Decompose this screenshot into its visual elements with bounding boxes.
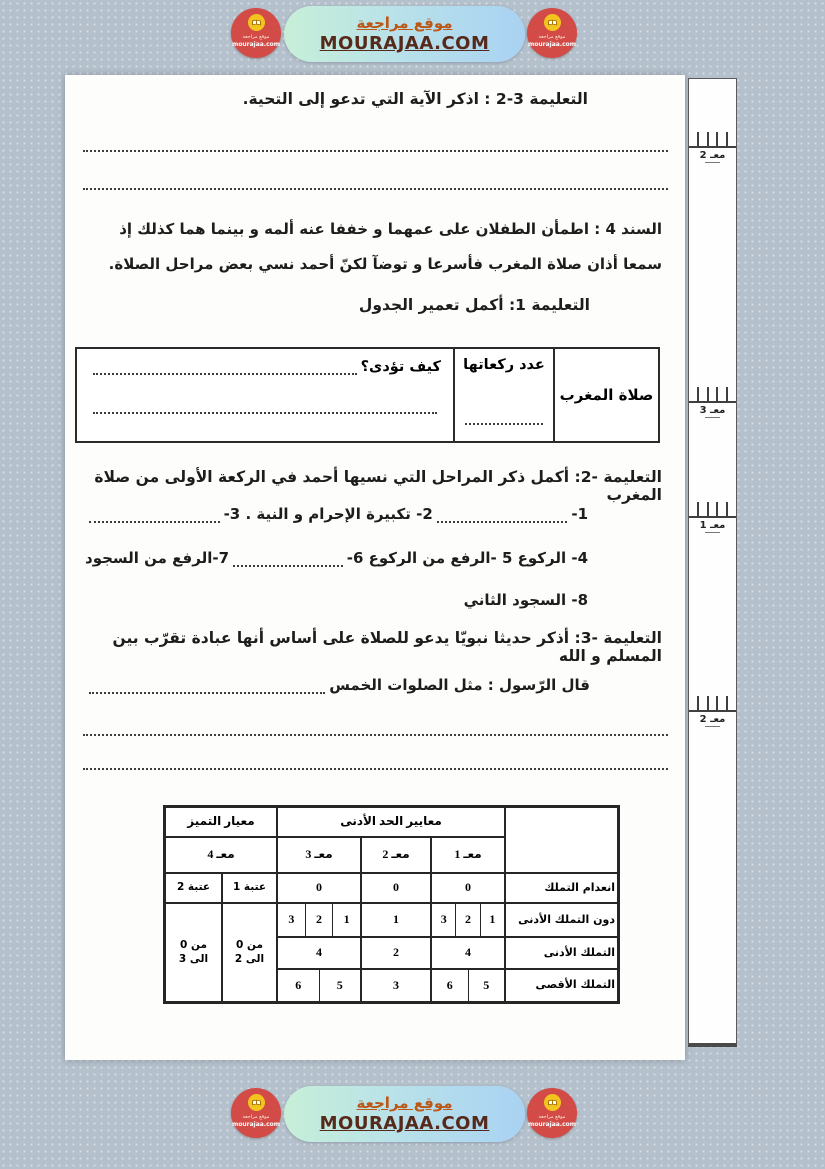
rubric-row-label: التملك الأدنى [505,937,618,969]
instruction-3-label: التعليمة -3: [574,629,662,647]
answer-line [465,423,543,425]
how-header-text: كيف تؤدى؟ [360,359,441,375]
threshold-2-cell: عتبة 2 [165,873,222,903]
rubric-col-header-m4: معـ 4 [165,837,277,873]
site-name-link[interactable]: موقع مراجعة [356,13,453,32]
mark-underline [705,162,720,163]
rubric-value-cell: 0 [361,873,431,903]
grading-strip [688,78,737,1047]
instruction-2-text: أكمل ذكر المراحل التي نسيها أحمد في الركعة الأولى من صلاة المغرب [94,468,662,504]
instruction-1-label: التعليمة 1: [508,296,590,314]
brand-logo-circle [231,1088,281,1138]
score-comb [689,127,736,148]
score-comb [689,382,736,403]
answer-line [83,734,668,736]
rubric-row-label: دون التملك الأدنى [505,903,618,937]
steps-line-3: 8- السجود الثاني [463,591,588,609]
site-name-link[interactable]: موقع مراجعة [356,1093,453,1112]
brand-logo-circle [527,8,577,58]
rubric-value-cell: 5 [468,970,505,1001]
answer-line [437,510,568,523]
rubric-value-cell: 6 [446,977,453,992]
rubric-row-label: انعدام التملك [505,873,618,903]
header-brand [0,6,825,66]
badge-caption-ar: موقع مراجعة [242,1114,270,1120]
instruction-2-title [85,468,662,504]
answer-line [89,510,220,523]
rubric-value-cell: 1 [361,903,431,937]
rubric-table [163,805,620,1004]
step-2-3-text: 2- تكبيرة الإحرام و النية . 3- [223,505,433,523]
criterion-mark [689,691,736,727]
rakaat-header-cell [453,349,553,441]
hadith-line [85,676,590,694]
prayer-table [75,347,660,443]
rubric-corner-cell [505,807,618,873]
steps-line-1 [85,505,588,523]
rubric-value-cell: 5 [319,970,361,1001]
badge-caption-domain: mourajaa.com [231,1121,281,1128]
site-link-pill[interactable] [284,6,525,62]
site-domain-link[interactable]: MOURAJAA.COM [319,32,490,54]
rubric-value-cell: 0 [431,873,505,903]
rubric-value-cell: 2 [455,904,479,936]
answer-line [89,681,325,694]
rubric-subcells-m3 [277,969,361,1002]
answer-line [93,401,437,414]
step-4-6-text: 4- الركوع 5 -الرفع من الركوع 6- [346,549,588,567]
instruction-2-3-title: التعليمة 3-2 : اذكر الآية التي تدعو إلى التحية. [242,90,588,108]
instruction-3-title [85,629,662,665]
step-1-label: 1- [571,505,588,523]
book-icon [248,14,265,31]
criterion-mark [689,497,736,533]
badge-caption-ar: موقع مراجعة [538,1114,566,1120]
rubric-value-cell: 3 [361,969,431,1002]
site-link-pill[interactable] [284,1086,525,1142]
mark-underline [705,417,720,418]
criterion-mark-label: معـ 2 [699,150,726,161]
how-performed-cell [77,349,453,441]
instruction-2-label: التعليمة -2: [574,468,662,486]
criterion-mark-label: معـ 3 [699,405,726,416]
rubric-value-cell: 1 [480,904,504,936]
rakaat-header-text: عدد ركعاتها [463,357,545,373]
rubric-value-cell: 2 [361,937,431,969]
rubric-row-label: التملك الأقصى [505,969,618,1002]
badge-caption-domain: mourajaa.com [527,41,577,48]
criterion-mark-label: معـ 1 [699,520,726,531]
mark-underline [705,726,720,727]
rubric-subcells-m1 [431,903,505,937]
criterion-mark-label: معـ 2 [699,714,726,725]
sanad-4-paragraph [85,212,662,282]
badge-caption-ar: موقع مراجعة [538,34,566,40]
criterion-mark [689,127,736,163]
answer-line [83,768,668,770]
step-7-text: 7-الرفع من السجود [85,549,230,567]
threshold-1-cell: عتبة 1 [222,873,277,903]
rubric-subcells-m1 [431,969,505,1002]
badge-caption-ar: موقع مراجعة [242,34,270,40]
rubric-value-cell: 3 [288,912,295,927]
rubric-value-cell: 6 [295,977,302,992]
mark-underline [705,532,720,533]
rubric-value-cell: 2 [305,904,333,936]
badge-caption-domain: mourajaa.com [527,1121,577,1128]
rubric-value-cell: 4 [431,937,505,969]
rubric-header-excellence: معيار التميز [165,807,277,837]
brand-logo-circle [527,1088,577,1138]
rubric-value-cell: 3 [440,912,447,927]
rubric-value-cell: 1 [332,904,360,936]
brand-logo-circle [231,8,281,58]
book-icon [544,1094,561,1111]
rubric-subcells-m3 [277,903,361,937]
rubric-col-header-m1: معـ 1 [431,837,505,873]
sanad-4-text: اطمأن الطفلان على عمهما و خففا عنه ألمه و بينما هما كذلك إذ سمعا أذان صلاة المغرب فأسرعا و توضآ لكنّ أحمد نسي بعض مراحل الصلاة. [108,220,662,273]
instruction-1-title [85,296,590,314]
rubric-col-header-m2: معـ 2 [361,837,431,873]
score-comb [689,691,736,712]
book-icon [544,14,561,31]
answer-line [233,554,343,567]
prayer-name-cell: صلاة المغرب [553,349,658,441]
instruction-3-text: أذكر حديثا نبويّا يدعو للصلاة على أساس أنها عبادة تقرّب بين المسلم و الله [112,629,662,665]
range-cell: من 0 الى 2 [222,903,277,1002]
footer-brand [0,1086,825,1146]
sanad-4-label: السند 4 : [594,220,662,238]
range-cell: من 0 الى 3 [165,903,222,1002]
rubric-col-header-m3: معـ 3 [277,837,361,873]
instruction-1-text: أكمل تعمير الجدول [358,296,504,314]
answer-line [83,150,668,152]
badge-caption-domain: mourajaa.com [231,41,281,48]
steps-line-2 [85,549,588,567]
rubric-header-min: معايير الحد الأدنى [277,807,505,837]
site-domain-link[interactable]: MOURAJAA.COM [319,1112,490,1134]
rubric-value-cell: 0 [277,873,361,903]
score-comb [689,497,736,518]
criterion-mark [689,382,736,418]
answer-line [83,188,668,190]
rubric-value-cell: 4 [277,937,361,969]
answer-line [93,362,357,375]
hadith-lead-text: قال الرّسول : مثل الصلوات الخمس [329,676,590,694]
book-icon [248,1094,265,1111]
